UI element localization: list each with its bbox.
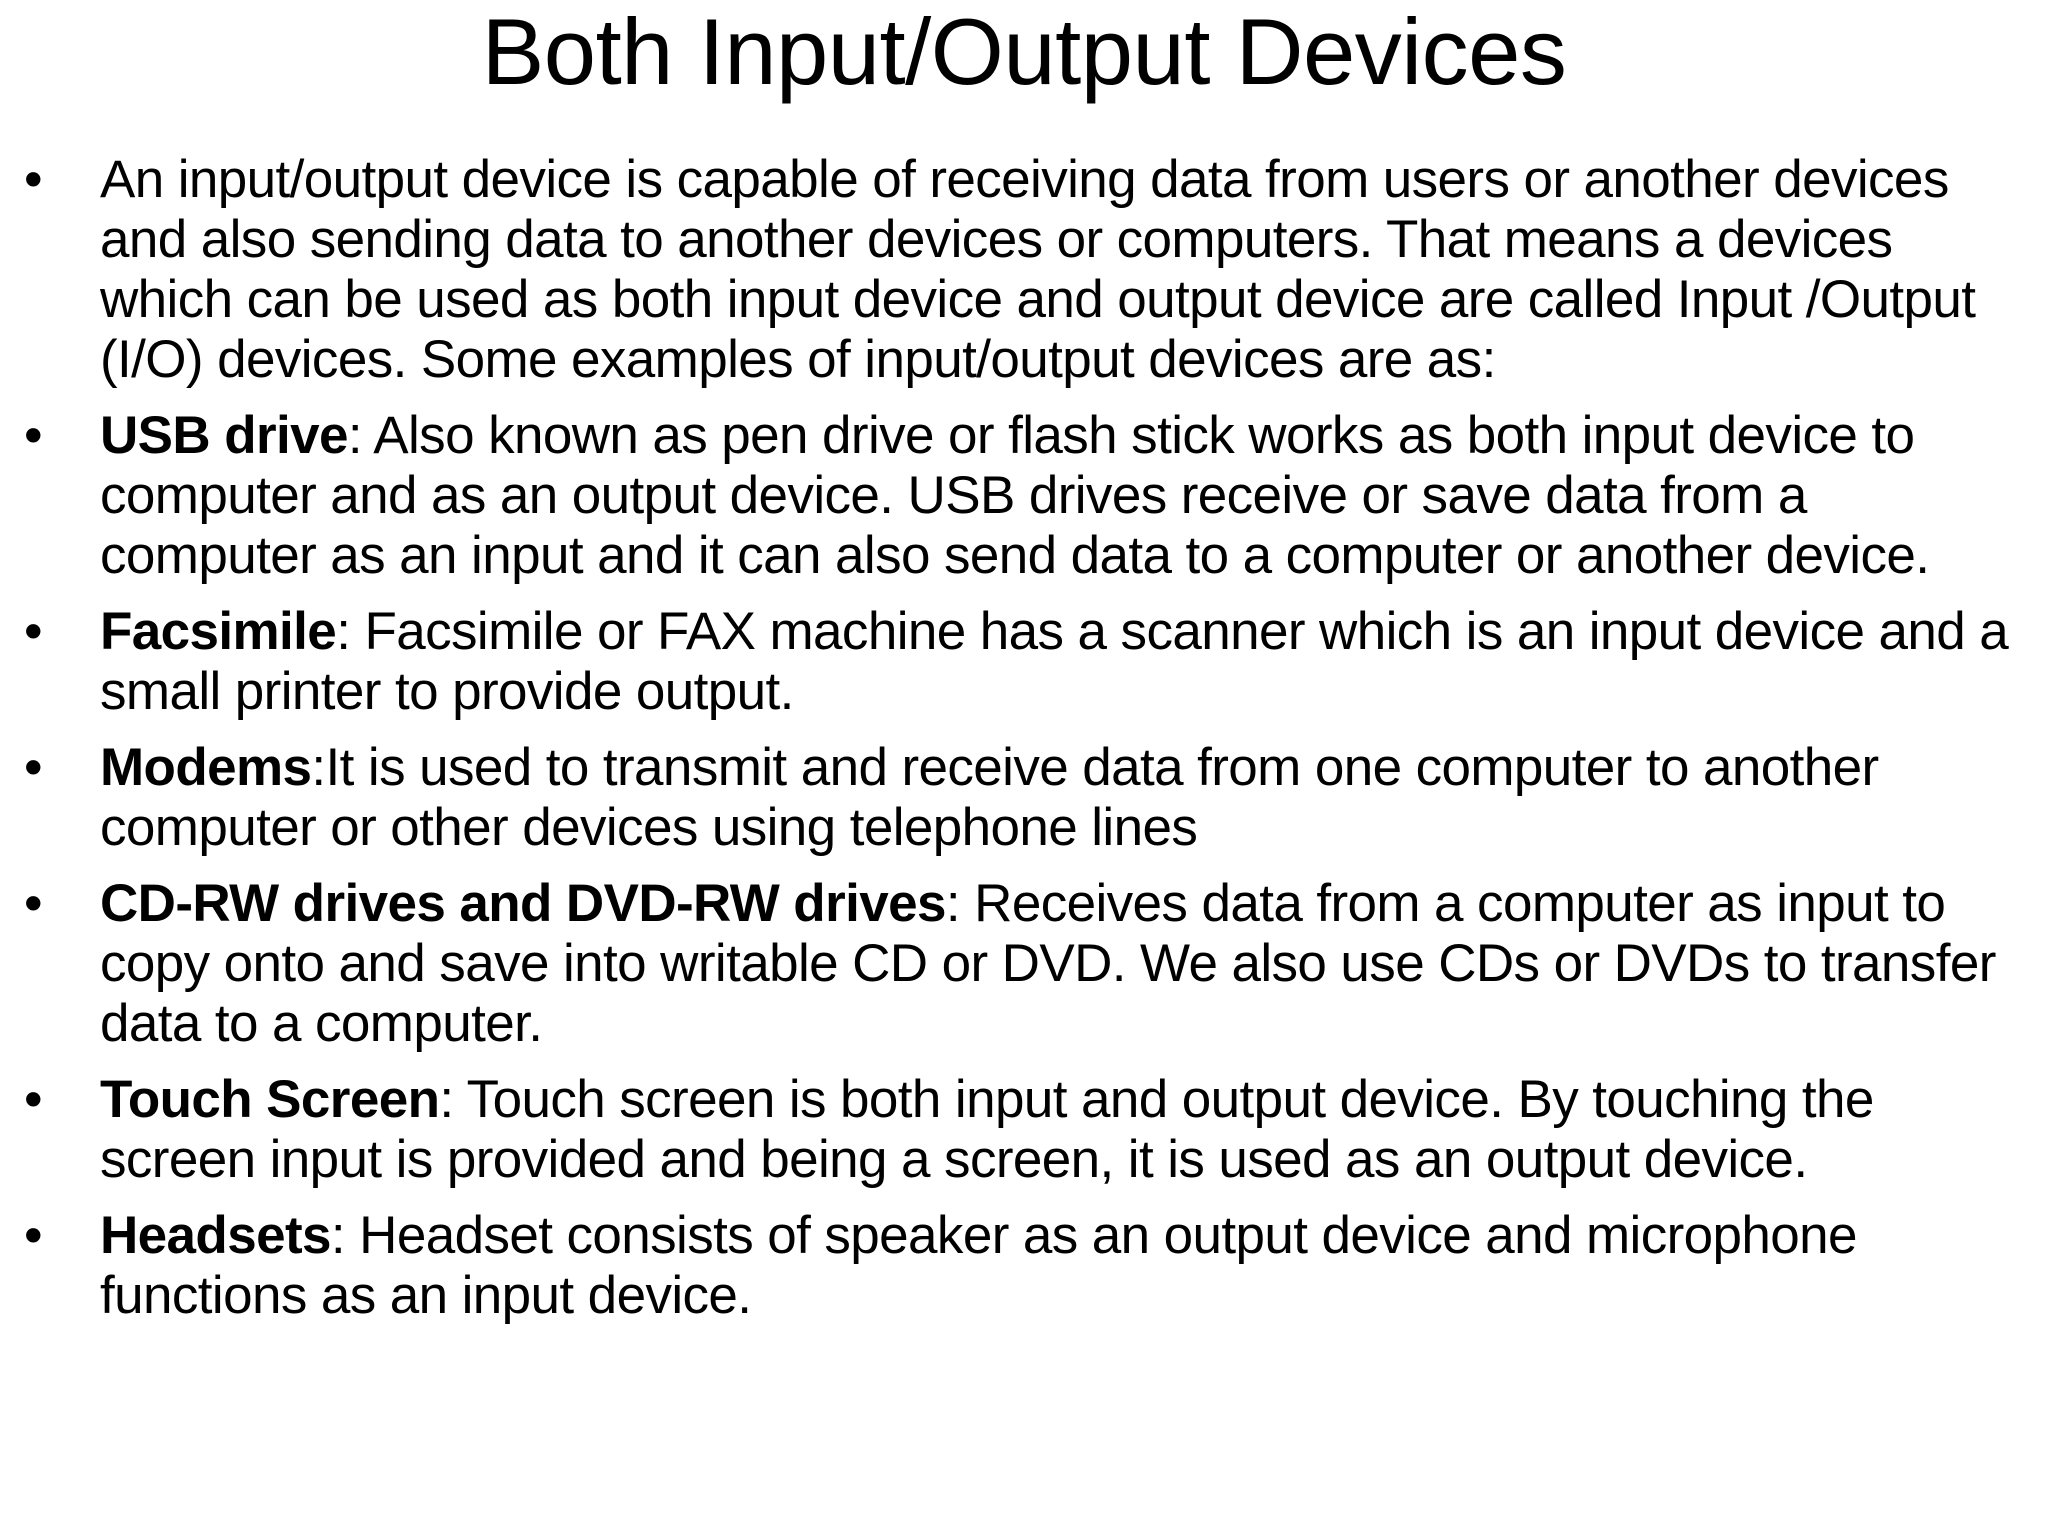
bullet-term: USB drive <box>100 406 348 465</box>
bullet-text: Touch screen is both input and output device. By touching the screen input is provided and being a screen, it is used as an output device. <box>100 1070 1874 1189</box>
bullet-term: Touch Screen <box>100 1070 440 1129</box>
bullet-separator: : <box>439 1070 454 1129</box>
bullet-term: Facsimile <box>100 602 337 661</box>
bullet-icon: • <box>24 1070 42 1129</box>
bullet-term: CD-RW drives and DVD-RW drives <box>100 874 946 933</box>
bullet-text: Headset consists of speaker as an output device and microphone functions as an input device. <box>100 1206 1857 1325</box>
bullet-text: An input/output device is capable of receiving data from users or another devices and also sending data to another devices or computers. That means a devices which can be used as both input device and output device are called Input /Output (I/O) devices. Some examples of input/output devices are as: <box>100 150 1976 389</box>
bullet-icon: • <box>24 150 42 209</box>
bullet-item-headsets <box>24 1206 2035 1326</box>
bullet-item-touch-screen <box>24 1070 2035 1190</box>
bullet-separator: : <box>311 738 326 797</box>
bullet-text: Facsimile or FAX machine has a scanner which is an input device and a small printer to provide output. <box>100 602 2009 721</box>
bullet-text: Also known as pen drive or flash stick works as both input device to computer and as an output device. USB drives receive or save data from a computer as an input and it can also send data to a computer or another device. <box>100 406 1930 585</box>
bullet-separator: : <box>945 874 961 933</box>
bullet-item-intro <box>24 150 2035 390</box>
bullet-icon: • <box>24 738 42 797</box>
bullet-separator: : <box>347 406 363 465</box>
bullet-list <box>24 150 2035 1342</box>
bullet-text: It is used to transmit and receive data from one computer to another computer or other devices using telephone lines <box>100 738 1879 857</box>
bullet-item-cd-dvd-rw <box>24 874 2035 1054</box>
bullet-term: Modems <box>100 738 312 797</box>
bullet-item-usb-drive <box>24 406 2035 586</box>
bullet-icon: • <box>24 874 42 933</box>
bullet-icon: • <box>24 406 42 465</box>
bullet-text: Receives data from a computer as input to copy onto and save into writable CD or DVD. We also use CDs or DVDs to transfer data to a computer. <box>100 874 1996 1053</box>
bullet-icon: • <box>24 602 42 661</box>
slide-title: Both Input/Output Devices <box>481 0 1567 104</box>
bullet-separator: : <box>330 1206 346 1265</box>
bullet-separator: : <box>336 602 351 661</box>
bullet-icon: • <box>24 1206 42 1265</box>
bullet-term: Headsets <box>100 1206 331 1265</box>
bullet-item-modems <box>24 738 2035 858</box>
bullet-item-facsimile <box>24 602 2035 722</box>
